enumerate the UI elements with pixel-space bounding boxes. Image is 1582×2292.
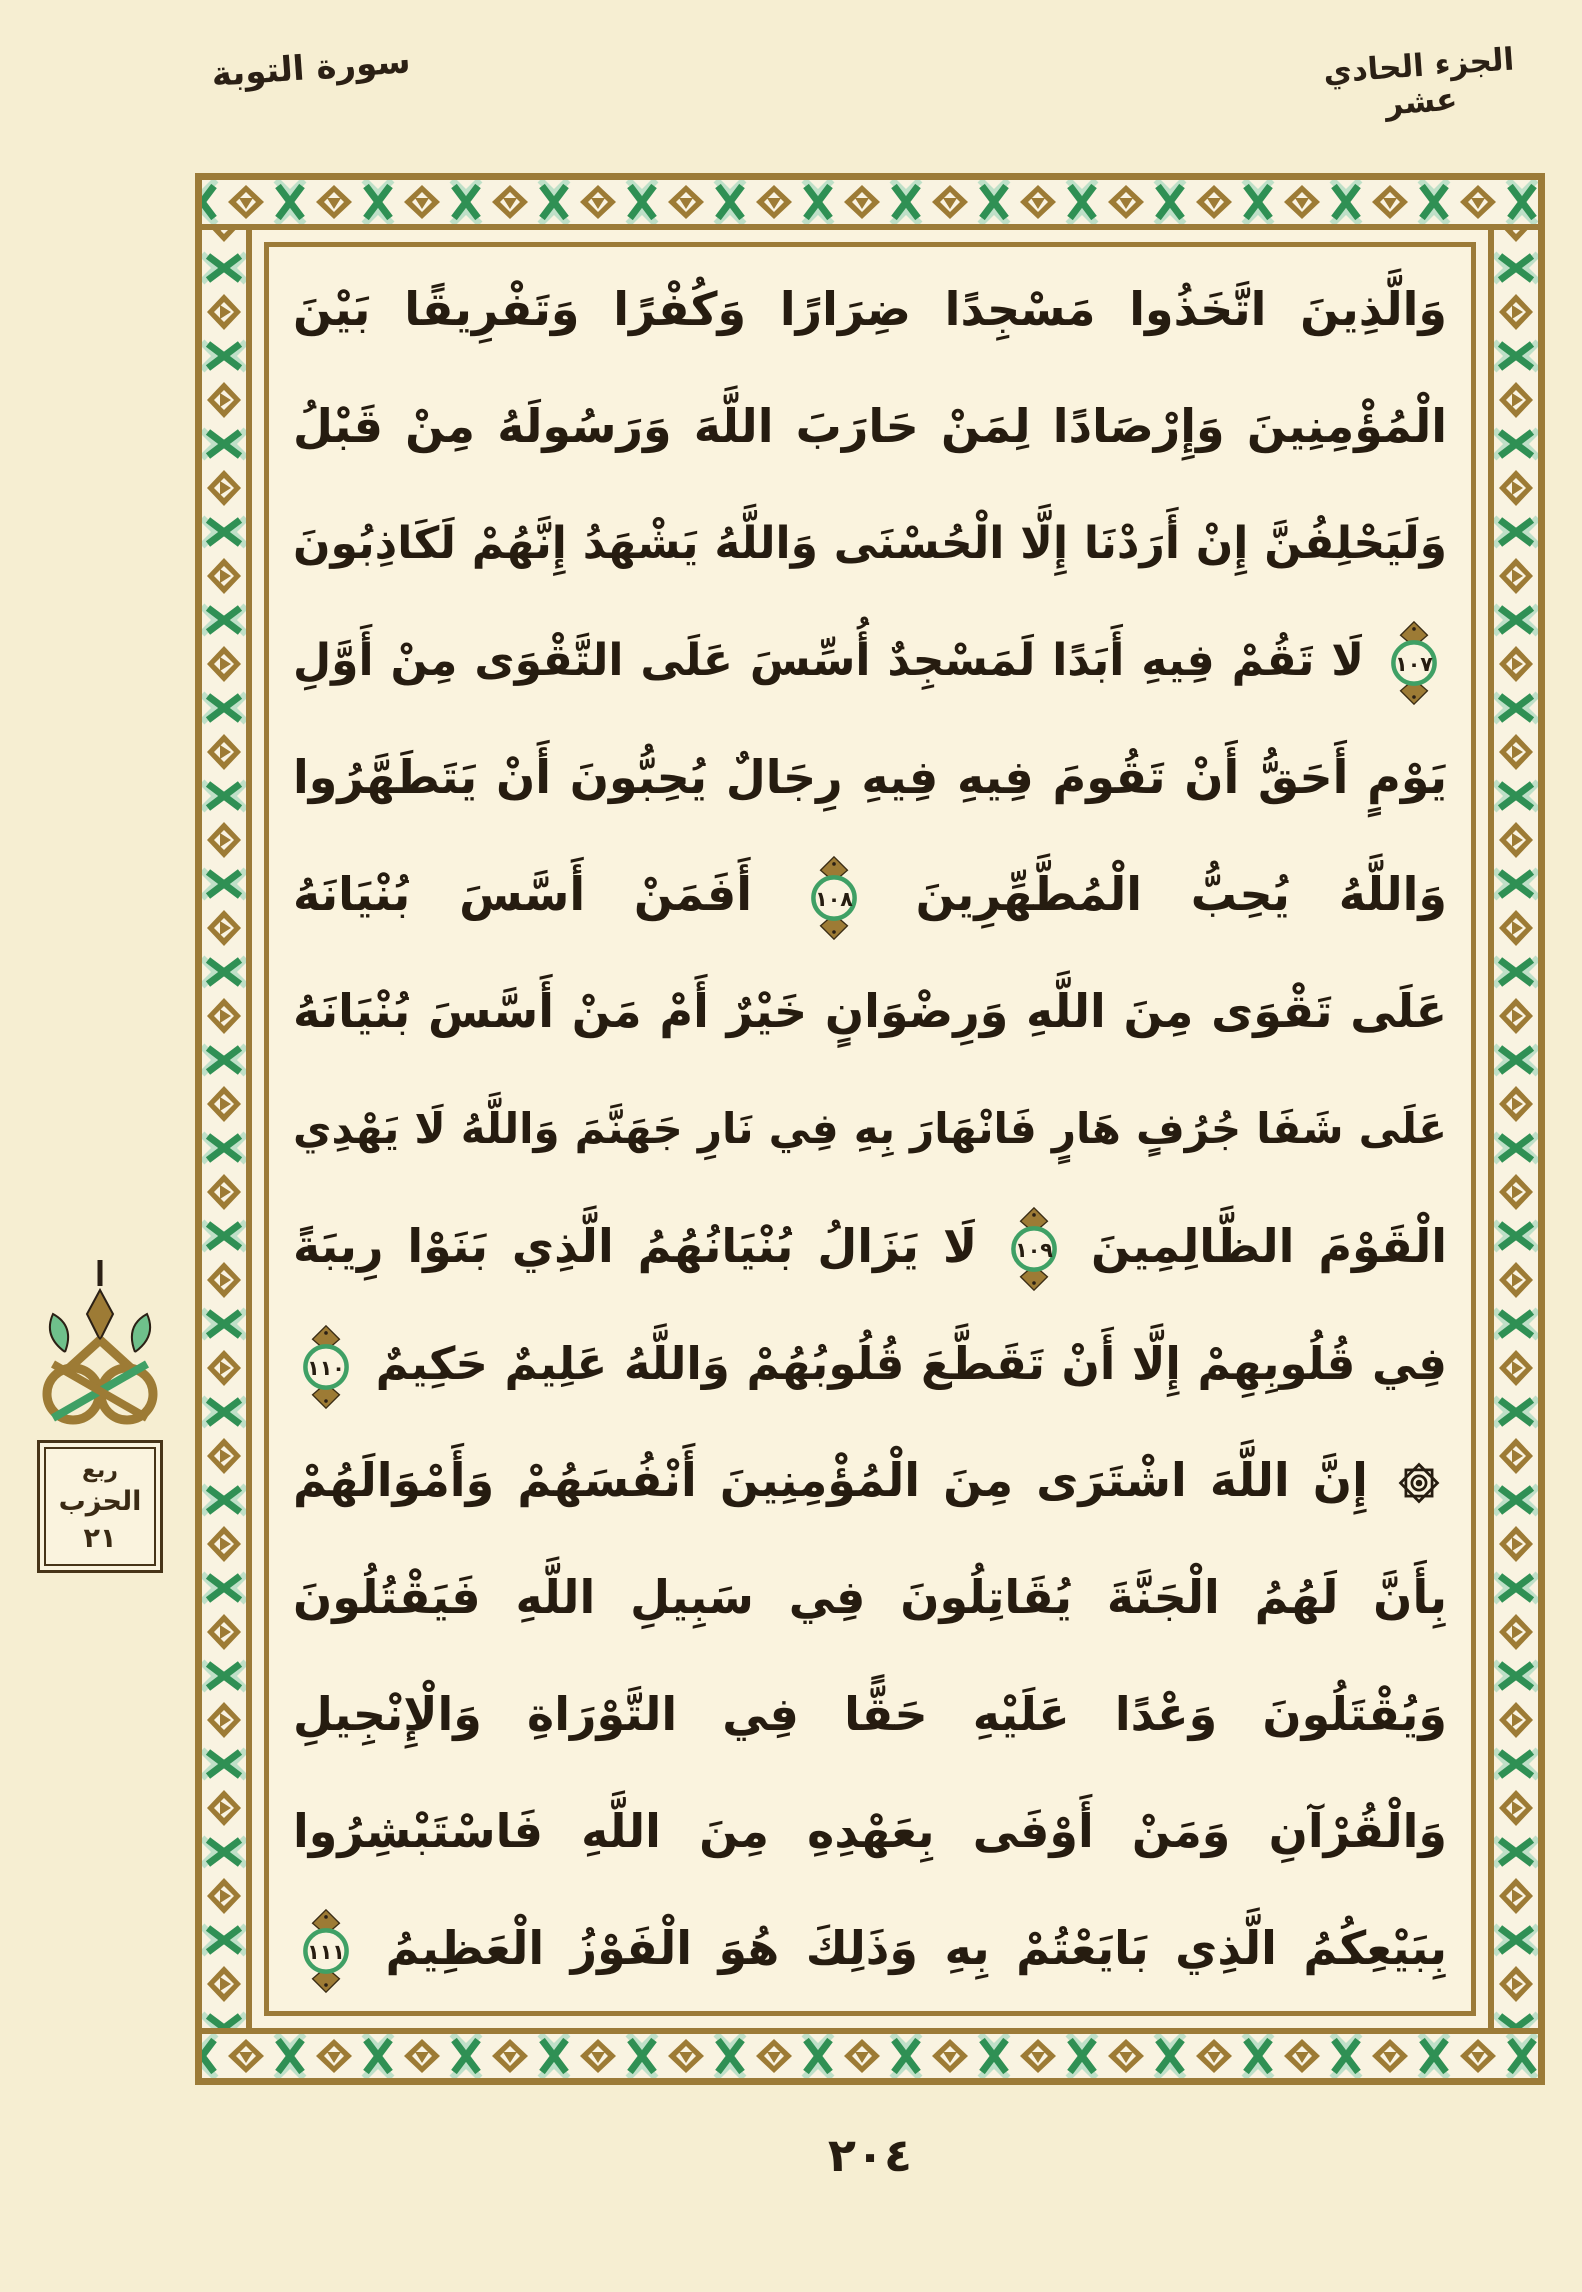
quran-text: وَاللَّهُ يُحِبُّ الْمُطَّهِّرِينَ bbox=[915, 867, 1448, 922]
quran-text: لَا يَزَالُ بُنْيَانُهُمُ الَّذِي بَنَوْا رِيبَةً bbox=[293, 1218, 978, 1273]
quran-text: فِي قُلُوبِهِمْ إِلَّا أَنْ تَقَطَّعَ قُلُوبُهُمْ وَاللَّهُ عَلِيمٌ حَكِيمٌ bbox=[375, 1336, 1448, 1390]
ayah-number-medallion bbox=[1005, 1206, 1063, 1292]
quran-text: وَالْقُرْآنِ وَمَنْ أَوْفَى بِعَهْدِهِ مِنَ اللَّهِ فَاسْتَبْشِرُوا bbox=[293, 1803, 1447, 1858]
quran-line-11 bbox=[293, 1422, 1447, 1539]
quran-line-13 bbox=[293, 1656, 1447, 1773]
quran-line-3 bbox=[293, 485, 1447, 602]
quran-text: وَلَيَحْلِفُنَّ إِنْ أَرَدْنَا إِلَّا الْحُسْنَى وَاللَّهُ يَشْهَدُ إِنَّهُمْ لَكَاذِبُونَ bbox=[293, 518, 1447, 570]
quran-text: الْقَوْمَ الظَّالِمِينَ bbox=[1091, 1218, 1448, 1273]
hizb-quarter-box bbox=[37, 1440, 163, 1573]
quran-line-7 bbox=[293, 953, 1447, 1070]
quran-text: لَا تَقُمْ فِيهِ أَبَدًا لَمَسْجِدٌ أُسِّسَ عَلَى التَّقْوَى مِنْ أَوَّلِ bbox=[293, 635, 1365, 687]
quran-text: أَفَمَنْ أَسَّسَ بُنْيَانَهُ bbox=[293, 867, 753, 922]
quran-text: عَلَى تَقْوَى مِنَ اللَّهِ وَرِضْوَانٍ خَيْرٌ أَمْ مَنْ أَسَّسَ بُنْيَانَهُ bbox=[293, 984, 1447, 1039]
quran-line-8 bbox=[293, 1070, 1447, 1187]
quran-line-14 bbox=[293, 1773, 1447, 1890]
quran-text: الْمُؤْمِنِينَ وَإِرْصَادًا لِمَنْ حَارَبَ اللَّهَ وَرَسُولَهُ مِنْ قَبْلُ bbox=[293, 399, 1447, 454]
quran-text: وَالَّذِينَ اتَّخَذُوا مَسْجِدًا ضِرَارًا وَكُفْرًا وَتَفْرِيقًا بَيْنَ bbox=[293, 282, 1447, 336]
svg-text:١١١: ١١١ bbox=[307, 1940, 345, 1965]
svg-text:١٠٩: ١٠٩ bbox=[1015, 1238, 1053, 1263]
hizb-quarter-marker bbox=[24, 1256, 176, 1573]
quran-line-2 bbox=[293, 368, 1447, 485]
quran-text: عَلَى شَفَا جُرُفٍ هَارٍ فَانْهَارَ بِهِ فِي نَارِ جَهَنَّمَ وَاللَّهُ لَا يَهْدِي bbox=[293, 1104, 1447, 1154]
quran-text: وَيُقْتَلُونَ وَعْدًا عَلَيْهِ حَقًّا فِي التَّوْرَاةِ وَالْإِنْجِيلِ bbox=[293, 1686, 1447, 1741]
quran-line-5 bbox=[293, 719, 1447, 836]
marker-ornament-icon bbox=[25, 1256, 175, 1436]
ayah-number-medallion bbox=[297, 1908, 355, 1994]
quran-line-6 bbox=[293, 836, 1447, 953]
ayah-number-medallion bbox=[297, 1324, 355, 1410]
svg-text:١٠٧: ١٠٧ bbox=[1395, 652, 1433, 677]
marker-label-top: ربع bbox=[82, 1458, 118, 1483]
quran-line-15 bbox=[293, 1890, 1447, 2007]
quran-text: بِبَيْعِكُمُ الَّذِي بَايَعْتُمْ بِهِ وَذَلِكَ هُوَ الْفَوْزُ الْعَظِيمُ bbox=[385, 1920, 1448, 1975]
border-pattern-right bbox=[1488, 180, 1538, 2078]
svg-text:١١٠: ١١٠ bbox=[307, 1355, 345, 1380]
quran-line-4 bbox=[293, 602, 1447, 719]
juz-header: الجزء الحادي عشر bbox=[1322, 41, 1516, 123]
marker-label-bottom: الحزب bbox=[58, 1485, 142, 1517]
rub-el-hizb-icon bbox=[1395, 1459, 1443, 1507]
svg-text:١٠٨: ١٠٨ bbox=[814, 886, 853, 911]
surah-name-header: سورة التوبة bbox=[210, 41, 412, 95]
quran-text: يَوْمٍ أَحَقُّ أَنْ تَقُومَ فِيهِ فِيهِ رِجَالٌ يُحِبُّونَ أَنْ يَتَطَهَّرُوا bbox=[293, 750, 1447, 805]
quran-line-1 bbox=[293, 251, 1447, 368]
ayah-number-medallion bbox=[1385, 620, 1443, 706]
quran-line-9 bbox=[293, 1188, 1447, 1305]
quran-text: إِنَّ اللَّهَ اشْتَرَى مِنَ الْمُؤْمِنِينَ أَنْفُسَهُمْ وَأَمْوَالَهُمْ bbox=[293, 1452, 1368, 1507]
quran-text-area bbox=[271, 249, 1469, 2009]
page-number: ٢٠٤ bbox=[827, 2128, 913, 2182]
marker-number: ٢١ bbox=[83, 1523, 117, 1555]
border-pattern-left bbox=[202, 180, 252, 2078]
quran-line-10 bbox=[293, 1305, 1447, 1422]
decorative-frame bbox=[195, 173, 1545, 2085]
hizb-quarter-box-inner bbox=[44, 1447, 156, 1566]
ayah-number-medallion bbox=[805, 855, 863, 941]
border-pattern-bottom bbox=[202, 2028, 1538, 2078]
quran-line-12 bbox=[293, 1539, 1447, 1656]
quran-text: بِأَنَّ لَهُمُ الْجَنَّةَ يُقَاتِلُونَ فِي سَبِيلِ اللَّهِ فَيَقْتُلُونَ bbox=[293, 1569, 1447, 1624]
border-pattern-top bbox=[202, 180, 1538, 230]
